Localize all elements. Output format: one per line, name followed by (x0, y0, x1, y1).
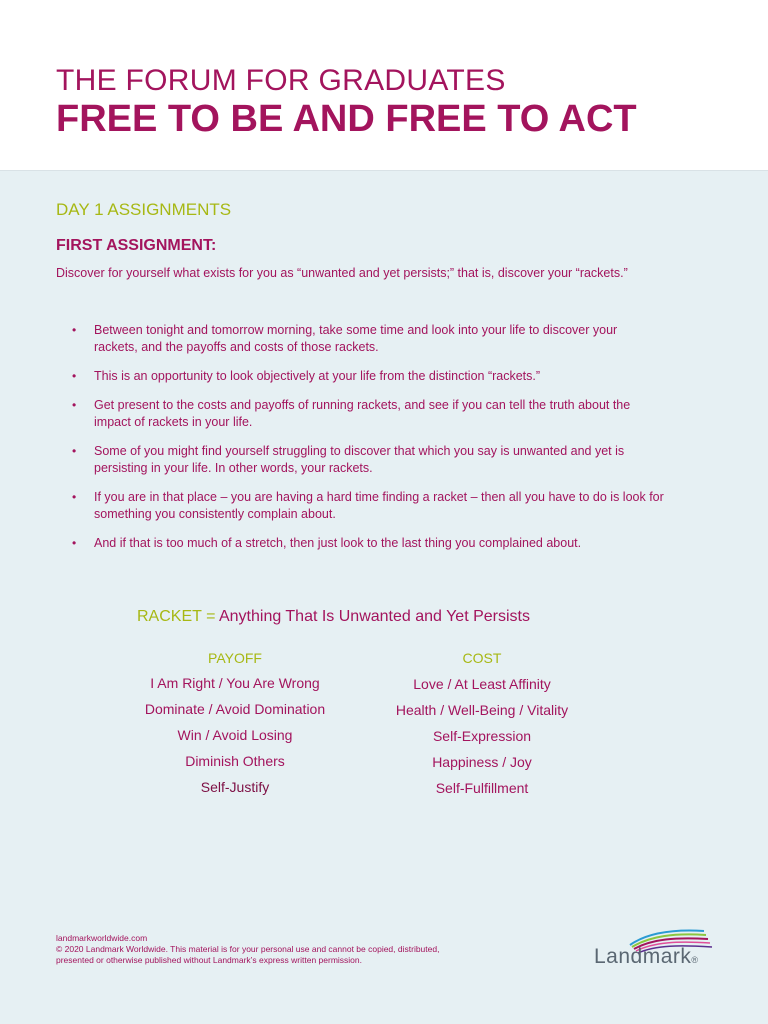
payoff-item: Win / Avoid Losing (177, 727, 293, 743)
payoff-item: Self-Justify (200, 779, 270, 795)
payoff-item: Diminish Others (185, 753, 285, 769)
payoff-item: Dominate / Avoid Domination (144, 701, 326, 717)
bullet-item: Get present to the costs and payoffs of running rackets, and see if you can tell the truth about the impact of rackets in your life. (94, 398, 631, 429)
bullet-dot: • (72, 323, 77, 337)
racket-definition (137, 608, 530, 626)
landmark-logo-text: Landmark® (594, 945, 699, 968)
bullet-item: If you are in that place – you are having a hard time finding a racket – then all you have to do is look for something you consistently complain about. (94, 490, 664, 521)
racket-definition-text: Anything That Is Unwanted and Yet Persists (218, 608, 530, 625)
bullet-dot: • (72, 444, 77, 458)
racket-word: RACKET (137, 608, 202, 625)
footer-copyright: © 2020 Landmark Worldwide. This material is for your personal use and cannot be copied, distributed, presented or otherwise published without Landmark’s express written permission. (56, 944, 440, 965)
bullet-item: And if that is too much of a stretch, then just look to the last thing you complained about. (94, 536, 582, 550)
bullet-dot: • (72, 490, 77, 504)
bullet-dot: • (72, 536, 77, 550)
cost-item: Self-Expression (432, 728, 532, 744)
content-panel (0, 171, 768, 1024)
title-line-2: FREE TO BE AND FREE TO ACT (56, 98, 637, 140)
cost-item: Happiness / Joy (432, 754, 532, 770)
intro-text: Discover for yourself what exists for you as “unwanted and yet persists;” that is, discover your “rackets.” (56, 266, 628, 280)
bullet-item: Between tonight and tomorrow morning, take some time and look into your life to discover your rackets, and the payoffs and costs of those rackets. (94, 323, 618, 354)
cost-item: Self-Fulfillment (435, 780, 529, 796)
payoff-item: I Am Right / You Are Wrong (150, 675, 320, 691)
bullet-dot: • (72, 369, 77, 383)
header (0, 0, 768, 171)
footer (56, 933, 476, 966)
title-line-1: THE FORUM FOR GRADUATES (56, 64, 506, 97)
bullet-item: This is an opportunity to look objectively at your life from the distinction “rackets.” (94, 369, 541, 383)
day-heading: DAY 1 ASSIGNMENTS (56, 200, 232, 219)
bullet-item: Some of you might find yourself struggling to discover that which you say is unwanted and yet is persisting in your life. In other words, your rackets. (94, 444, 625, 475)
cost-item: Health / Well-Being / Vitality (395, 702, 569, 718)
payoff-heading: PAYOFF (208, 650, 262, 666)
cost-item: Love / At Least Affinity (413, 676, 551, 692)
footer-url[interactable]: landmarkworldwide.com (56, 933, 148, 943)
cost-heading: COST (462, 650, 502, 666)
racket-equals: = (206, 608, 216, 625)
first-assignment-heading: FIRST ASSIGNMENT: (56, 237, 217, 254)
bullet-dot: • (72, 398, 77, 412)
